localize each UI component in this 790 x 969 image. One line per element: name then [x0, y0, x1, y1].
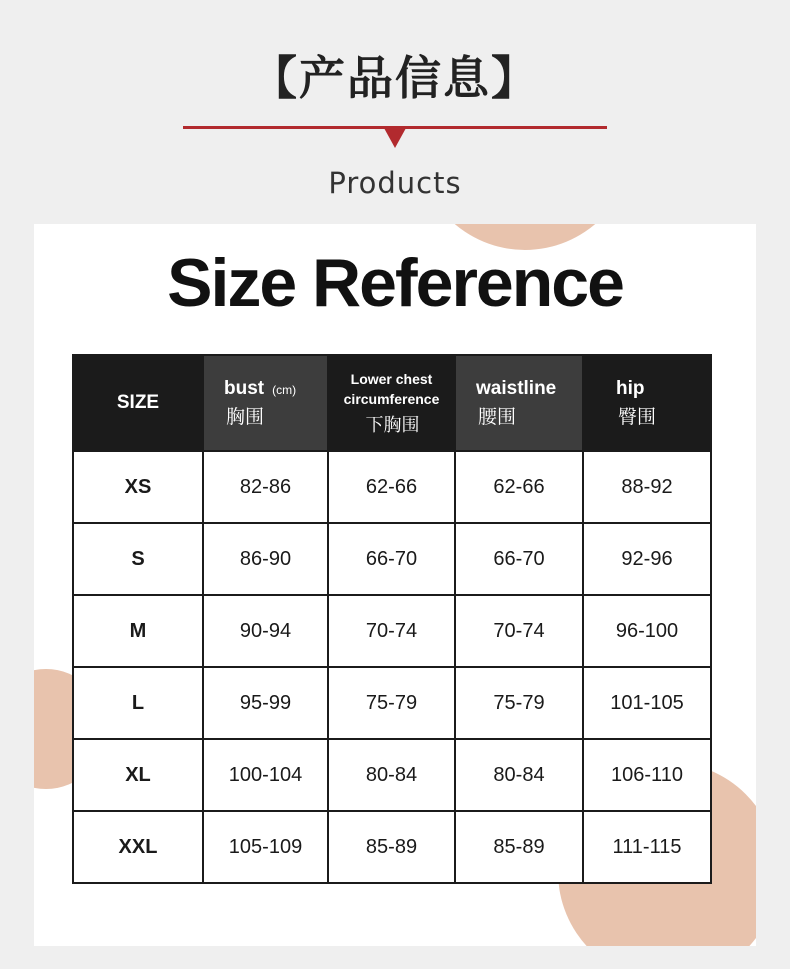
- bust-cell: 105-109: [203, 811, 328, 883]
- header-subtitle: Products: [328, 166, 462, 200]
- table-row: [73, 451, 711, 523]
- bust-cell: 90-94: [203, 595, 328, 667]
- size-table: [72, 354, 712, 884]
- header-hip: hip 臀围: [583, 355, 711, 451]
- header-arrow-icon: [384, 128, 406, 148]
- table-row: [73, 523, 711, 595]
- lower-chest-cell: 80-84: [328, 739, 455, 811]
- size-reference-card: [34, 224, 756, 946]
- hip-cell: 88-92: [583, 451, 711, 523]
- waist-cell: 75-79: [455, 667, 583, 739]
- card-title: Size Reference: [167, 245, 623, 321]
- header-waistline: waistline 腰围: [455, 355, 583, 451]
- header-size: SIZE: [73, 355, 203, 451]
- bust-cell: 86-90: [203, 523, 328, 595]
- hip-cell: 101-105: [583, 667, 711, 739]
- size-cell: XS: [73, 451, 203, 523]
- header-bust: bust (cm) 胸围: [203, 355, 328, 451]
- lower-chest-cell: 70-74: [328, 595, 455, 667]
- size-cell: XXL: [73, 811, 203, 883]
- size-cell: L: [73, 667, 203, 739]
- header-title: 【产品信息】: [251, 51, 539, 105]
- waist-cell: 66-70: [455, 523, 583, 595]
- bust-cell: 100-104: [203, 739, 328, 811]
- size-cell: S: [73, 523, 203, 595]
- waist-cell: 70-74: [455, 595, 583, 667]
- hip-cell: 92-96: [583, 523, 711, 595]
- size-cell: XL: [73, 739, 203, 811]
- lower-chest-cell: 75-79: [328, 667, 455, 739]
- hip-cell: 96-100: [583, 595, 711, 667]
- size-cell: M: [73, 595, 203, 667]
- table-row: [73, 595, 711, 667]
- waist-cell: 80-84: [455, 739, 583, 811]
- hip-cell: 111-115: [583, 811, 711, 883]
- hip-cell: 106-110: [583, 739, 711, 811]
- table-row: [73, 667, 711, 739]
- bust-cell: 82-86: [203, 451, 328, 523]
- table-row: [73, 811, 711, 883]
- waist-cell: 85-89: [455, 811, 583, 883]
- table-header-row: [73, 355, 711, 451]
- lower-chest-cell: 62-66: [328, 451, 455, 523]
- waist-cell: 62-66: [455, 451, 583, 523]
- lower-chest-cell: 85-89: [328, 811, 455, 883]
- header-lower-chest: Lower chest circumference 下胸围: [328, 355, 455, 451]
- lower-chest-cell: 66-70: [328, 523, 455, 595]
- table-row: [73, 739, 711, 811]
- bust-cell: 95-99: [203, 667, 328, 739]
